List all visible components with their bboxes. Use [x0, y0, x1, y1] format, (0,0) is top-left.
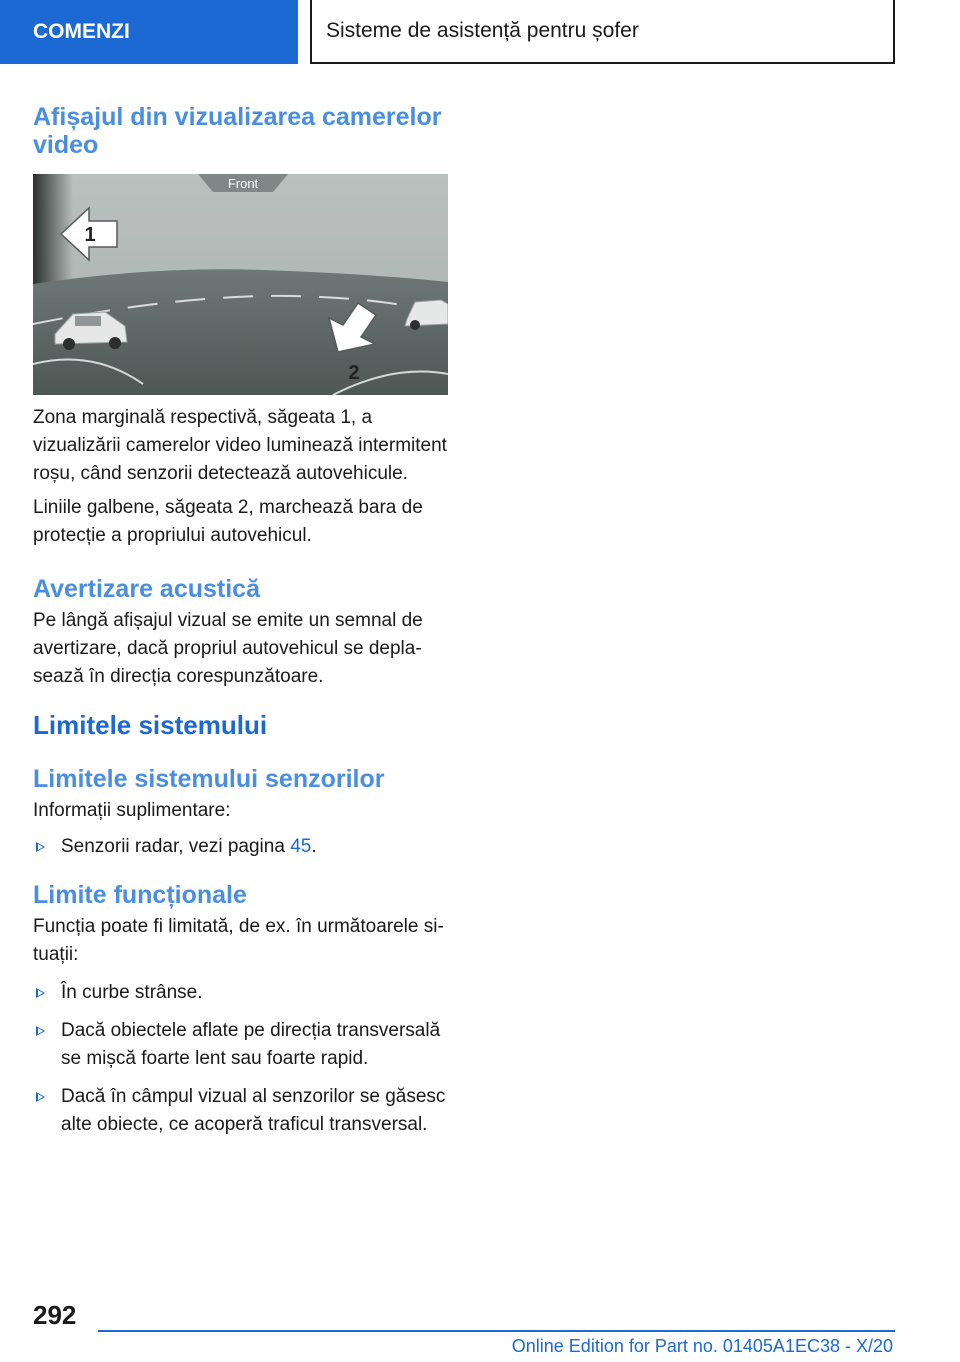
page-link[interactable]: 45 — [290, 836, 312, 857]
list-item-text: În curbe strânse. — [61, 982, 203, 1003]
section-sensor-limits — [33, 765, 448, 861]
arrow-1-label: 1 — [84, 224, 96, 246]
list-item-text: Dacă obiectele aflate pe direcția transversală se mișcă foarte lent sau foarte rapid. — [61, 1020, 441, 1069]
header-chapter-label: Sisteme de asistență pentru șofer — [326, 19, 639, 42]
list-item-text: Senzorii radar, vezi pagina — [61, 836, 291, 857]
paragraph-acoustic: Pe lângă afișajul vizual se emite un semnal de avertizare, dacă propriul autovehicul se deplasează în direcția corespunzătoare. — [33, 610, 423, 687]
footer-divider — [98, 1330, 895, 1332]
paragraph-additional-info: Informații suplimentare: — [33, 800, 231, 821]
section-camera-view — [33, 103, 448, 159]
list-item — [33, 833, 448, 861]
section-limits — [33, 710, 448, 740]
list-item — [33, 1017, 448, 1073]
heading-sensor-limits: Limitele sistemului senzorilor — [33, 765, 385, 793]
bullet-triangle-icon — [36, 988, 45, 998]
page-number: 292 — [33, 1300, 77, 1330]
paragraph-camera-2: Liniile galbene, săgeata 2, marchează bara de protecție a propriului autovehicul. — [33, 497, 423, 546]
figure-front-label: Front — [227, 176, 259, 191]
header-chapter-box — [310, 0, 895, 64]
header-section-label: COMENZI — [33, 20, 130, 43]
header-section-tab — [0, 0, 298, 64]
section-acoustic — [33, 575, 448, 691]
list-item-text: Dacă în câmpul vizual al senzorilor se găsesc alte obiecte, ce acoperă traficul transversal. — [61, 1086, 446, 1135]
heading-acoustic: Avertizare acustică — [33, 575, 260, 603]
heading-functional-limits: Limite funcționale — [33, 881, 247, 909]
bullet-triangle-icon — [36, 1092, 45, 1102]
footer-edition: Online Edition for Part no. 01405A1EC38 - X/20 — [511, 1336, 893, 1356]
list-item-suffix: . — [311, 836, 317, 857]
paragraph-camera-1: Zona marginală respectivă, săgeata 1, a vizualizării camerelor video luminează intermitent roșu, când senzorii detectează autovehicule. — [33, 407, 447, 484]
bullet-triangle-icon — [36, 842, 45, 852]
list-item — [33, 979, 448, 1007]
section-functional-limits — [33, 881, 448, 1139]
list-item — [33, 1083, 448, 1139]
camera-view-figure — [33, 174, 448, 395]
heading-system-limits: Limitele sistemului — [33, 710, 268, 740]
camera-view-text — [33, 404, 448, 550]
heading-camera-view: Afișajul din vizualizarea camerelor video — [33, 103, 442, 159]
paragraph-functional-intro: Funcția poate fi limitată, de ex. în următoarele situații: — [33, 916, 444, 965]
arrow-2-label: 2 — [348, 362, 360, 384]
bullet-triangle-icon — [36, 1026, 45, 1036]
